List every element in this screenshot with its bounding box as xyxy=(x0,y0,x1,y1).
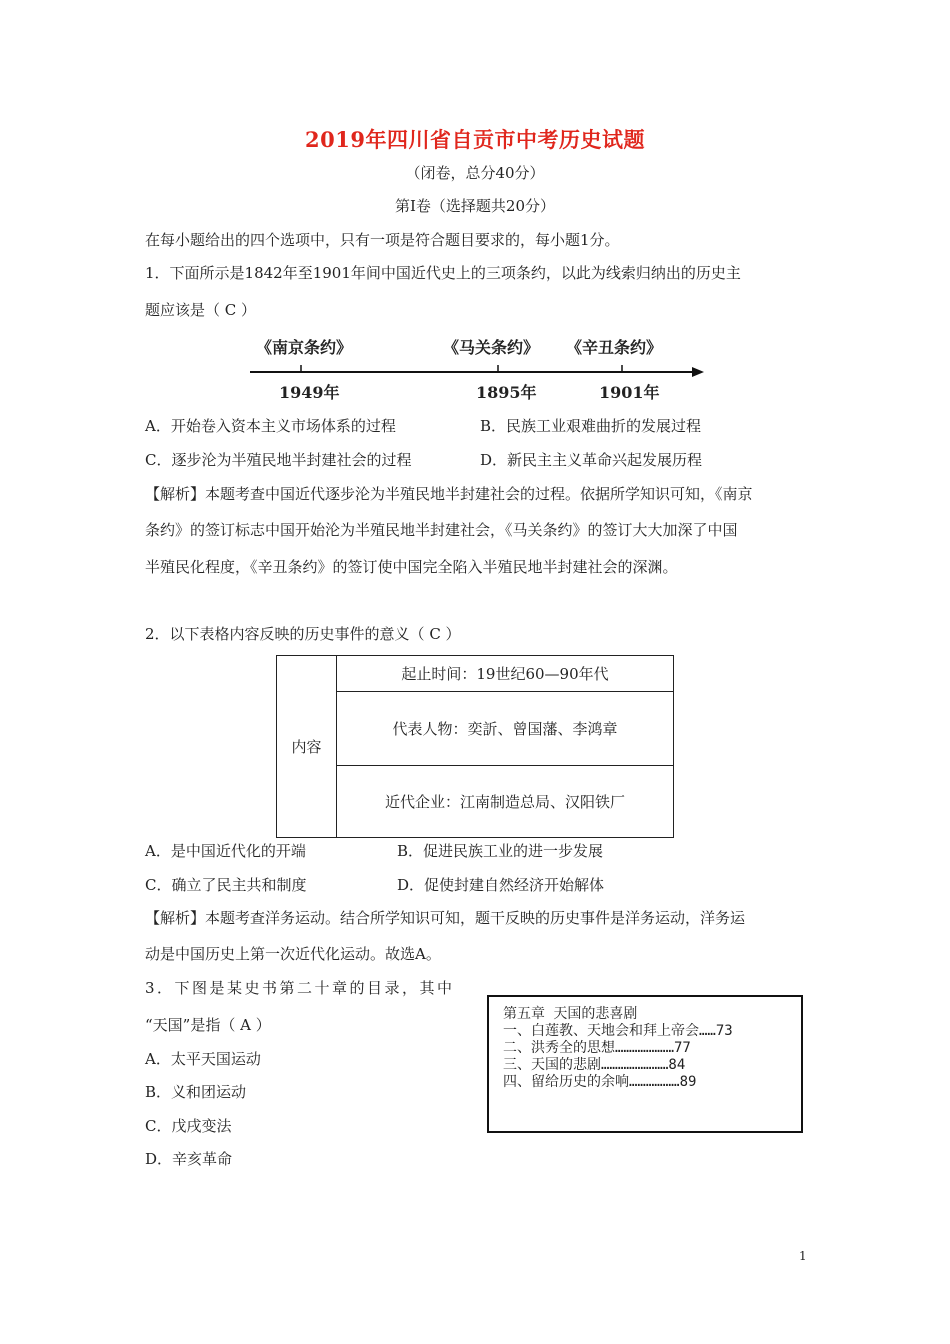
arrow-head-icon xyxy=(692,367,704,377)
table-cell-figures: 代表人物：奕訢、曾国藩、李鸿章 xyxy=(337,692,674,765)
q2-option-c: C．确立了民主共和制度 xyxy=(145,876,307,894)
toc-item: 二、洪秀全的思想…………………77 xyxy=(503,1040,691,1056)
instruction: 在每小题给出的四个选项中，只有一项是符合题目要求的，每小题1分。 xyxy=(145,231,620,249)
timeline-treaty-label: 《辛丑条约》 xyxy=(566,338,663,357)
timeline-year-label: 1895年 xyxy=(476,383,537,402)
page-number: 1 xyxy=(799,1249,807,1263)
q2-option-b: B．促进民族工业的进一步发展 xyxy=(397,842,604,860)
q1-analysis-line1: 【解析】本题考查中国近代逐步沦为半殖民地半封建社会的过程。依据所学知识可知，《南京 xyxy=(145,485,753,503)
table-label-cell: 内容 xyxy=(277,656,337,838)
q1-stem-line2: 题应该是（ C ） xyxy=(145,301,257,319)
timeline-treaty-label: 《南京条约》 xyxy=(256,338,353,357)
q1-analysis-line2: 条约》的签订标志中国开始沦为半殖民地半封建社会，《马关条约》的签订大大加深了中国 xyxy=(145,521,738,539)
table-of-contents-box xyxy=(487,995,803,1133)
table-cell-period: 起止时间：19世纪60—90年代 xyxy=(337,656,674,692)
q2-stem: 2．以下表格内容反映的历史事件的意义（ C ） xyxy=(145,625,461,643)
q3-option-a: A．太平天国运动 xyxy=(145,1050,261,1068)
q2-option-a: A．是中国近代化的开端 xyxy=(145,842,306,860)
q1-option-b: B．民族工业艰难曲折的发展过程 xyxy=(480,417,702,435)
toc-item: 四、留给历史的余响………………89 xyxy=(503,1074,697,1090)
q1-option-a: A．开始卷入资本主义市场体系的过程 xyxy=(145,417,396,435)
q1-option-c: C．逐步沦为半殖民地半封建社会的过程 xyxy=(145,451,412,469)
timeline-treaty-label: 《马关条约》 xyxy=(443,338,540,357)
table-cell-enterprises: 近代企业：江南制造总局、汉阳铁厂 xyxy=(337,765,674,837)
q3-option-d: D．辛亥革命 xyxy=(145,1150,233,1168)
timeline-axis xyxy=(0,330,950,405)
q3-option-b: B．义和团运动 xyxy=(145,1083,247,1101)
q1-stem-line1: 1．下面所示是1842年至1901年间中国近代史上的三项条约，以此为线索归纳出的历史主 xyxy=(145,264,741,282)
page-title: 2019年四川省自贡市中考历史试题 xyxy=(305,127,645,152)
q1-option-d: D．新民主主义革命兴起发展历程 xyxy=(480,451,703,469)
toc-item: 三、天国的悲剧……………………84 xyxy=(503,1057,686,1073)
timeline-year-label: 1901年 xyxy=(599,383,660,402)
section-heading: 第Ⅰ卷（选择题共20分） xyxy=(394,197,555,215)
q2-analysis-line2: 动是中国历史上第一次近代化运动。故选A。 xyxy=(145,945,441,963)
q1-analysis-line3: 半殖民化程度，《辛丑条约》的签订使中国完全陷入半殖民地半封建社会的深渊。 xyxy=(145,558,678,576)
timeline-year-label: 1949年 xyxy=(279,383,340,402)
exam-subtitle: （闭卷，总分40分） xyxy=(405,164,545,182)
treaty-timeline xyxy=(0,330,950,405)
q3-option-c: C．戊戌变法 xyxy=(145,1117,232,1135)
q2-option-d: D．促使封建自然经济开始解体 xyxy=(397,876,605,894)
toc-heading: 第五章 天国的悲喜剧 xyxy=(503,1006,638,1022)
toc-item: 一、白莲教、天地会和拜上帝会……73 xyxy=(503,1023,733,1039)
q3-stem-line2: “天国”是指（ A ） xyxy=(145,1016,271,1034)
q2-content-table xyxy=(276,655,674,838)
q3-stem-line1: 3．下图是某史书第二十章的目录，其中 xyxy=(145,979,455,997)
q2-analysis-line1: 【解析】本题考查洋务运动。结合所学知识可知，题干反映的历史事件是洋务运动，洋务运 xyxy=(145,909,746,927)
